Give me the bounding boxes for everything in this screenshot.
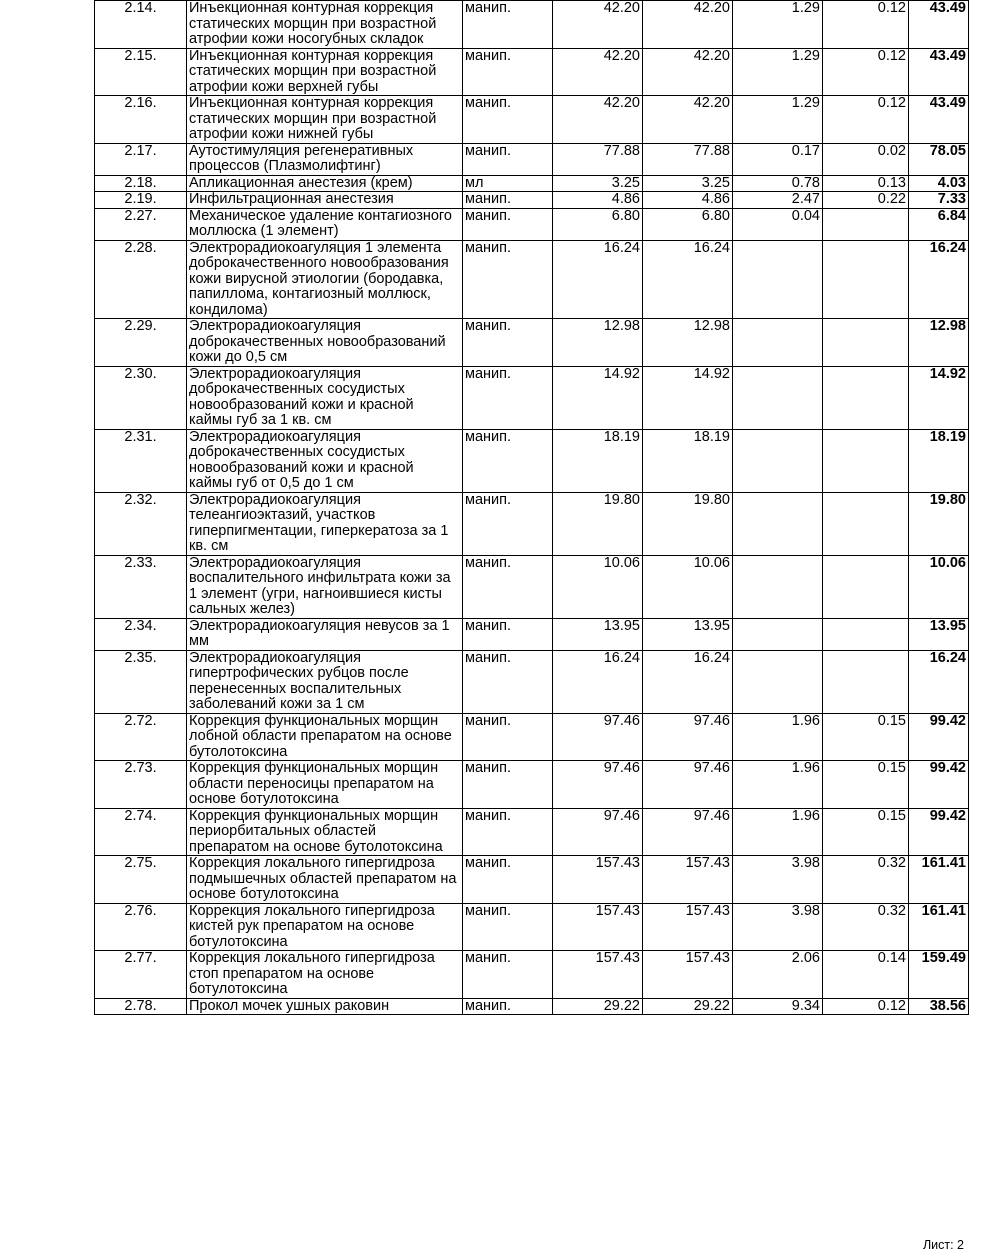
service-name: Аутостимуляция регенеративных процессов (Плазмолифтинг) bbox=[187, 143, 463, 175]
unit-of-measure: манип. bbox=[463, 761, 553, 809]
cost-column-3: 1.96 bbox=[733, 761, 823, 809]
table-row bbox=[95, 366, 969, 429]
cost-column-2: 157.43 bbox=[643, 903, 733, 951]
cost-column-3: 1.29 bbox=[733, 48, 823, 96]
total-price: 43.49 bbox=[909, 48, 969, 96]
table-row bbox=[95, 143, 969, 175]
unit-of-measure: манип. bbox=[463, 319, 553, 367]
service-name: Механическое удаление контагиозного моллюска (1 элемент) bbox=[187, 208, 463, 240]
cost-column-1: 157.43 bbox=[553, 903, 643, 951]
cost-column-4: 0.13 bbox=[823, 175, 909, 192]
cost-column-1: 97.46 bbox=[553, 713, 643, 761]
cost-column-1: 157.43 bbox=[553, 951, 643, 999]
unit-of-measure: манип. bbox=[463, 366, 553, 429]
cost-column-2: 97.46 bbox=[643, 761, 733, 809]
unit-of-measure: манип. bbox=[463, 208, 553, 240]
unit-of-measure: манип. bbox=[463, 192, 553, 209]
cost-column-2: 42.20 bbox=[643, 96, 733, 144]
table-row bbox=[95, 951, 969, 999]
cost-column-2: 157.43 bbox=[643, 951, 733, 999]
cost-column-3: 2.47 bbox=[733, 192, 823, 209]
total-price: 6.84 bbox=[909, 208, 969, 240]
cost-column-2: 16.24 bbox=[643, 650, 733, 713]
service-name: Электрорадиокоагуляция воспалительного инфильтрата кожи за 1 элемент (угри, нагноившиеся кисты сальных желез) bbox=[187, 555, 463, 618]
service-number: 2.30. bbox=[95, 366, 187, 429]
table-row bbox=[95, 713, 969, 761]
table-row bbox=[95, 1, 969, 49]
total-price: 161.41 bbox=[909, 856, 969, 904]
cost-column-1: 18.19 bbox=[553, 429, 643, 492]
total-price: 38.56 bbox=[909, 998, 969, 1015]
service-number: 2.19. bbox=[95, 192, 187, 209]
total-price: 19.80 bbox=[909, 492, 969, 555]
service-number: 2.18. bbox=[95, 175, 187, 192]
cost-column-3: 2.06 bbox=[733, 951, 823, 999]
table-row bbox=[95, 761, 969, 809]
cost-column-3: 3.98 bbox=[733, 903, 823, 951]
service-number: 2.17. bbox=[95, 143, 187, 175]
cost-column-2: 3.25 bbox=[643, 175, 733, 192]
cost-column-2: 19.80 bbox=[643, 492, 733, 555]
cost-column-2: 18.19 bbox=[643, 429, 733, 492]
cost-column-3: 1.96 bbox=[733, 808, 823, 856]
table-row bbox=[95, 48, 969, 96]
service-number: 2.75. bbox=[95, 856, 187, 904]
cost-column-4: 0.15 bbox=[823, 808, 909, 856]
service-number: 2.33. bbox=[95, 555, 187, 618]
unit-of-measure: манип. bbox=[463, 1, 553, 49]
unit-of-measure: манип. bbox=[463, 555, 553, 618]
unit-of-measure: манип. bbox=[463, 429, 553, 492]
cost-column-4: 0.12 bbox=[823, 1, 909, 49]
unit-of-measure: манип. bbox=[463, 618, 553, 650]
cost-column-4: 0.12 bbox=[823, 48, 909, 96]
service-name: Коррекция функциональных морщин лобной области препаратом на основе бутолотоксина bbox=[187, 713, 463, 761]
unit-of-measure: манип. bbox=[463, 998, 553, 1015]
cost-column-4 bbox=[823, 618, 909, 650]
cost-column-3: 1.29 bbox=[733, 1, 823, 49]
cost-column-3 bbox=[733, 555, 823, 618]
cost-column-3: 0.17 bbox=[733, 143, 823, 175]
cost-column-4 bbox=[823, 208, 909, 240]
cost-column-1: 157.43 bbox=[553, 856, 643, 904]
service-name: Прокол мочек ушных раковин bbox=[187, 998, 463, 1015]
unit-of-measure: манип. bbox=[463, 492, 553, 555]
cost-column-3: 1.96 bbox=[733, 713, 823, 761]
cost-column-4: 0.22 bbox=[823, 192, 909, 209]
service-number: 2.76. bbox=[95, 903, 187, 951]
table-row bbox=[95, 856, 969, 904]
cost-column-2: 77.88 bbox=[643, 143, 733, 175]
cost-column-3: 0.04 bbox=[733, 208, 823, 240]
cost-column-4: 0.12 bbox=[823, 96, 909, 144]
unit-of-measure: манип. bbox=[463, 903, 553, 951]
total-price: 4.03 bbox=[909, 175, 969, 192]
cost-column-1: 4.86 bbox=[553, 192, 643, 209]
total-price: 99.42 bbox=[909, 761, 969, 809]
table-row bbox=[95, 903, 969, 951]
total-price: 159.49 bbox=[909, 951, 969, 999]
cost-column-4 bbox=[823, 366, 909, 429]
total-price: 14.92 bbox=[909, 366, 969, 429]
cost-column-4: 0.15 bbox=[823, 713, 909, 761]
service-name: Электрорадиокоагуляция доброкачественных сосудистых новообразований кожи и красной каймы губ за 1 кв. см bbox=[187, 366, 463, 429]
service-number: 2.72. bbox=[95, 713, 187, 761]
service-number: 2.74. bbox=[95, 808, 187, 856]
service-name: Коррекция локального гипергидроза стоп препаратом на основе ботулотоксина bbox=[187, 951, 463, 999]
service-number: 2.78. bbox=[95, 998, 187, 1015]
cost-column-1: 14.92 bbox=[553, 366, 643, 429]
cost-column-4 bbox=[823, 650, 909, 713]
total-price: 10.06 bbox=[909, 555, 969, 618]
cost-column-2: 14.92 bbox=[643, 366, 733, 429]
service-name: Инфильтрационная анестезия bbox=[187, 192, 463, 209]
total-price: 43.49 bbox=[909, 1, 969, 49]
table-row bbox=[95, 808, 969, 856]
service-number: 2.14. bbox=[95, 1, 187, 49]
total-price: 16.24 bbox=[909, 240, 969, 319]
cost-column-4: 0.12 bbox=[823, 998, 909, 1015]
table-row bbox=[95, 175, 969, 192]
total-price: 43.49 bbox=[909, 96, 969, 144]
sheet-number: Лист: 2 bbox=[922, 1238, 964, 1252]
unit-of-measure: манип. bbox=[463, 713, 553, 761]
cost-column-2: 29.22 bbox=[643, 998, 733, 1015]
cost-column-4 bbox=[823, 240, 909, 319]
service-name: Инъекционная контурная коррекция статических морщин при возрастной атрофии кожи нижней губы bbox=[187, 96, 463, 144]
unit-of-measure: манип. bbox=[463, 240, 553, 319]
cost-column-2: 12.98 bbox=[643, 319, 733, 367]
unit-of-measure: манип. bbox=[463, 48, 553, 96]
cost-column-4 bbox=[823, 555, 909, 618]
cost-column-4 bbox=[823, 429, 909, 492]
table-row bbox=[95, 492, 969, 555]
table-row bbox=[95, 319, 969, 367]
cost-column-1: 42.20 bbox=[553, 48, 643, 96]
unit-of-measure: мл bbox=[463, 175, 553, 192]
cost-column-4: 0.15 bbox=[823, 761, 909, 809]
service-name: Электрорадиокоагуляция телеангиоэктазий, участков гиперпигментации, гиперкератоза за 1 кв. см bbox=[187, 492, 463, 555]
cost-column-1: 16.24 bbox=[553, 650, 643, 713]
cost-column-2: 42.20 bbox=[643, 1, 733, 49]
cost-column-1: 3.25 bbox=[553, 175, 643, 192]
service-name: Электрорадиокоагуляция 1 элемента доброкачественного новообразования кожи вирусной этиологии (бородавка, папиллома, контагиозный моллюск, кондилома) bbox=[187, 240, 463, 319]
table-row bbox=[95, 650, 969, 713]
total-price: 16.24 bbox=[909, 650, 969, 713]
cost-column-4: 0.02 bbox=[823, 143, 909, 175]
cost-column-2: 42.20 bbox=[643, 48, 733, 96]
cost-column-3 bbox=[733, 319, 823, 367]
cost-column-1: 10.06 bbox=[553, 555, 643, 618]
service-number: 2.31. bbox=[95, 429, 187, 492]
unit-of-measure: манип. bbox=[463, 856, 553, 904]
cost-column-4: 0.32 bbox=[823, 903, 909, 951]
service-name: Апликационная анестезия (крем) bbox=[187, 175, 463, 192]
cost-column-3 bbox=[733, 240, 823, 319]
total-price: 99.42 bbox=[909, 808, 969, 856]
cost-column-2: 13.95 bbox=[643, 618, 733, 650]
total-price: 7.33 bbox=[909, 192, 969, 209]
unit-of-measure: манип. bbox=[463, 96, 553, 144]
cost-column-3 bbox=[733, 429, 823, 492]
cost-column-3 bbox=[733, 650, 823, 713]
cost-column-2: 16.24 bbox=[643, 240, 733, 319]
cost-column-2: 4.86 bbox=[643, 192, 733, 209]
cost-column-1: 42.20 bbox=[553, 96, 643, 144]
service-name: Инъекционная контурная коррекция статических морщин при возрастной атрофии кожи носогубных складок bbox=[187, 1, 463, 49]
cost-column-3 bbox=[733, 618, 823, 650]
service-number: 2.16. bbox=[95, 96, 187, 144]
cost-column-3 bbox=[733, 366, 823, 429]
cost-column-1: 77.88 bbox=[553, 143, 643, 175]
cost-column-4 bbox=[823, 319, 909, 367]
service-number: 2.32. bbox=[95, 492, 187, 555]
service-name: Коррекция локального гипергидроза подмышечных областей препаратом на основе ботулотоксина bbox=[187, 856, 463, 904]
service-name: Инъекционная контурная коррекция статических морщин при возрастной атрофии кожи верхней губы bbox=[187, 48, 463, 96]
service-name: Электрорадиокоагуляция гипертрофических рубцов после перенесенных воспалительных заболеваний кожи за 1 см bbox=[187, 650, 463, 713]
service-name: Коррекция функциональных морщин периорбитальных областей препаратом на основе бутолотоксина bbox=[187, 808, 463, 856]
unit-of-measure: манип. bbox=[463, 808, 553, 856]
cost-column-2: 97.46 bbox=[643, 808, 733, 856]
price-table bbox=[94, 0, 969, 1015]
service-number: 2.29. bbox=[95, 319, 187, 367]
total-price: 12.98 bbox=[909, 319, 969, 367]
table-row bbox=[95, 240, 969, 319]
total-price: 99.42 bbox=[909, 713, 969, 761]
service-name: Электрорадиокоагуляция доброкачественных сосудистых новообразований кожи и красной каймы губ от 0,5 до 1 см bbox=[187, 429, 463, 492]
cost-column-1: 16.24 bbox=[553, 240, 643, 319]
table-row bbox=[95, 618, 969, 650]
cost-column-1: 97.46 bbox=[553, 761, 643, 809]
cost-column-1: 29.22 bbox=[553, 998, 643, 1015]
cost-column-4 bbox=[823, 492, 909, 555]
service-number: 2.15. bbox=[95, 48, 187, 96]
service-number: 2.28. bbox=[95, 240, 187, 319]
cost-column-1: 42.20 bbox=[553, 1, 643, 49]
service-name: Электрорадиокоагуляция невусов за 1 мм bbox=[187, 618, 463, 650]
unit-of-measure: манип. bbox=[463, 951, 553, 999]
total-price: 18.19 bbox=[909, 429, 969, 492]
service-name: Коррекция локального гипергидроза кистей рук препаратом на основе ботулотоксина bbox=[187, 903, 463, 951]
cost-column-2: 10.06 bbox=[643, 555, 733, 618]
total-price: 161.41 bbox=[909, 903, 969, 951]
cost-column-3: 1.29 bbox=[733, 96, 823, 144]
cost-column-3 bbox=[733, 492, 823, 555]
cost-column-4: 0.14 bbox=[823, 951, 909, 999]
total-price: 78.05 bbox=[909, 143, 969, 175]
unit-of-measure: манип. bbox=[463, 650, 553, 713]
cost-column-4: 0.32 bbox=[823, 856, 909, 904]
cost-column-3: 9.34 bbox=[733, 998, 823, 1015]
service-number: 2.27. bbox=[95, 208, 187, 240]
table-row bbox=[95, 208, 969, 240]
cost-column-2: 6.80 bbox=[643, 208, 733, 240]
unit-of-measure: манип. bbox=[463, 143, 553, 175]
service-number: 2.34. bbox=[95, 618, 187, 650]
cost-column-1: 6.80 bbox=[553, 208, 643, 240]
total-price: 13.95 bbox=[909, 618, 969, 650]
cost-column-1: 97.46 bbox=[553, 808, 643, 856]
cost-column-1: 12.98 bbox=[553, 319, 643, 367]
table-row bbox=[95, 96, 969, 144]
cost-column-2: 157.43 bbox=[643, 856, 733, 904]
table-row bbox=[95, 429, 969, 492]
table-row bbox=[95, 998, 969, 1015]
table-row bbox=[95, 555, 969, 618]
service-name: Электрорадиокоагуляция доброкачественных новообразований кожи до 0,5 см bbox=[187, 319, 463, 367]
cost-column-3: 0.78 bbox=[733, 175, 823, 192]
table-row bbox=[95, 192, 969, 209]
cost-column-1: 13.95 bbox=[553, 618, 643, 650]
cost-column-3: 3.98 bbox=[733, 856, 823, 904]
service-number: 2.77. bbox=[95, 951, 187, 999]
service-number: 2.35. bbox=[95, 650, 187, 713]
service-number: 2.73. bbox=[95, 761, 187, 809]
cost-column-2: 97.46 bbox=[643, 713, 733, 761]
service-name: Коррекция функциональных морщин области переносицы препаратом на основе ботулотоксина bbox=[187, 761, 463, 809]
cost-column-1: 19.80 bbox=[553, 492, 643, 555]
price-table-body bbox=[95, 1, 969, 1015]
